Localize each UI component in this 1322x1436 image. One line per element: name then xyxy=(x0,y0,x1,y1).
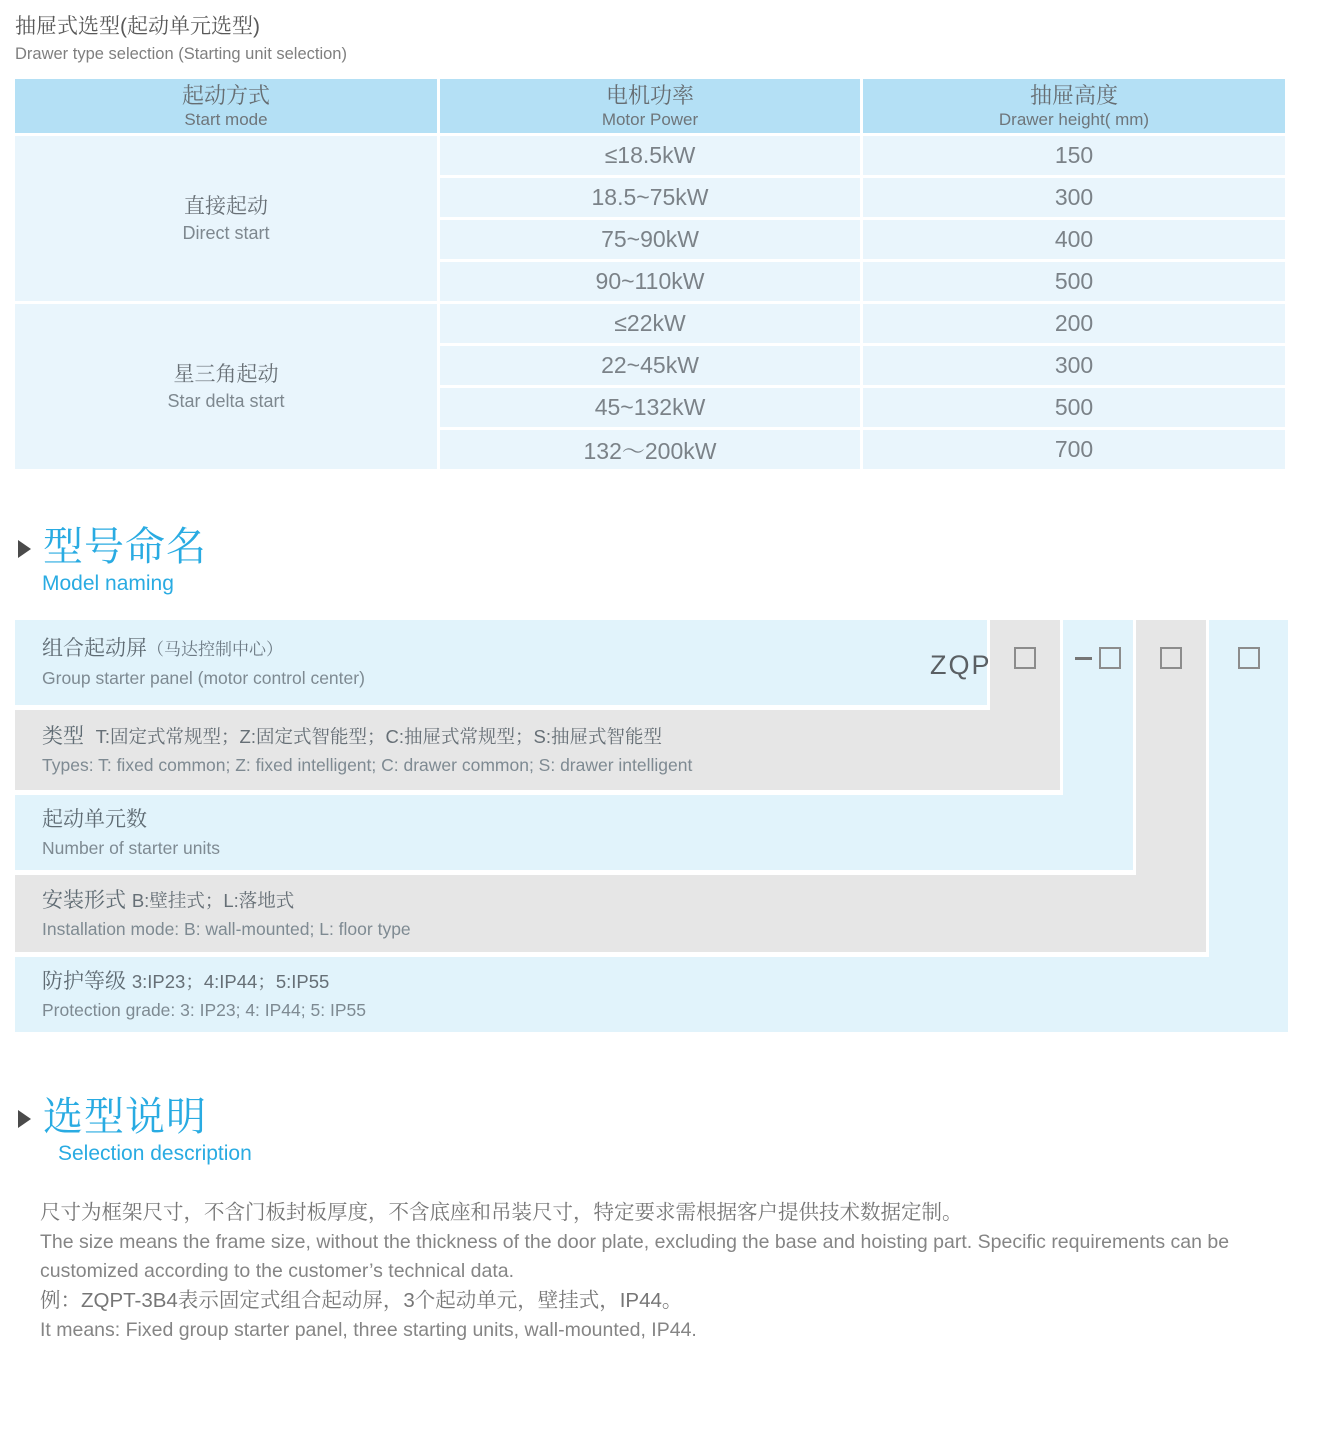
column-header-cn: 电机功率 xyxy=(605,82,694,108)
naming-detail-cn: 3:IP23；4:IP44；5:IP55 xyxy=(131,970,330,992)
height-cell: 700 xyxy=(863,430,1285,469)
column-header-en: Motor Power xyxy=(601,109,699,129)
column-header-start-mode xyxy=(15,79,437,133)
desc-line-en: The size means the frame size, without the thickness of the door plate, excluding the base and hoisting part. Specific requirements can be customized according to the customer’s technical data. xyxy=(40,1231,1230,1282)
group-label-cn: 直接起动 xyxy=(184,194,268,218)
height-cell: 150 xyxy=(863,136,1285,175)
naming-row-protection xyxy=(15,957,1288,1032)
power-cell: 75~90kW xyxy=(440,220,860,259)
power-cell: 90~110kW xyxy=(440,262,860,301)
group-label-en: Star delta start xyxy=(167,390,285,411)
start-mode-group-cell xyxy=(15,136,437,301)
model-code-prefix: ZQP xyxy=(930,650,992,680)
start-mode-group-cell xyxy=(15,304,437,469)
drawer-selection-table xyxy=(15,79,1285,469)
code-box-icon xyxy=(1099,647,1121,669)
model-naming-diagram xyxy=(15,620,1288,1032)
naming-row-unit-count xyxy=(15,795,1133,870)
table-column-motor-power xyxy=(440,79,860,469)
column-header-cn: 起动方式 xyxy=(181,82,270,108)
naming-label-cn: 组合起动屏 xyxy=(42,637,147,660)
code-box-icon xyxy=(1014,647,1036,669)
naming-label-cn: 防护等级 xyxy=(42,969,126,993)
desc-line-cn: 例：ZQPT-3B4表示固定式组合起动屏，3个起动单元，壁挂式，IP44。 xyxy=(40,1289,683,1312)
naming-label-en: Installation mode: B: wall-mounted; L: floor type xyxy=(42,918,411,939)
desc-line-cn: 尺寸为框架尺寸，不含门板封板厚度，不含底座和吊装尺寸，特定要求需根据客户提供技术数据定制。 xyxy=(40,1201,963,1224)
document-title-en: Drawer type selection (Starting unit selection) xyxy=(15,45,347,63)
naming-label-cn: 安装形式 xyxy=(42,888,126,912)
naming-detail-cn: B:壁挂式；L:落地式 xyxy=(131,889,295,911)
column-header-en: Start mode xyxy=(184,109,268,129)
section-title-cn: 选型说明 xyxy=(43,1095,207,1139)
naming-label-en: Protection grade: 3: IP23; 4: IP44; 5: IP55 xyxy=(42,999,366,1020)
section-title-en: Selection description xyxy=(58,1142,252,1165)
column-header-en: Drawer height( mm) xyxy=(998,109,1150,129)
height-cell: 400 xyxy=(863,220,1285,259)
power-cell: 45~132kW xyxy=(440,388,860,427)
naming-label-cn: 类型 xyxy=(42,725,84,748)
table-column-start-mode xyxy=(15,79,437,469)
power-cell: 22~45kW xyxy=(440,346,860,385)
group-label-cn: 星三角起动 xyxy=(173,362,279,386)
table-column-drawer-height xyxy=(863,79,1285,469)
naming-note-cn: （马达控制中心） xyxy=(147,640,283,659)
power-cell: 132～200kW xyxy=(440,430,860,469)
naming-row-types xyxy=(15,710,1060,790)
power-cell: ≤18.5kW xyxy=(440,136,860,175)
document-title-cn: 抽屉式选型(起动单元选型) xyxy=(15,15,260,38)
naming-row-installation xyxy=(15,875,1206,952)
height-cell: 300 xyxy=(863,346,1285,385)
column-header-drawer-height xyxy=(863,79,1285,133)
naming-row-group-starter-panel xyxy=(15,620,987,705)
column-header-motor-power xyxy=(440,79,860,133)
triangle-bullet-icon xyxy=(18,1110,31,1128)
code-box-icon xyxy=(1238,647,1260,669)
naming-label-en: Group starter panel (motor control center) xyxy=(42,668,365,688)
document-title xyxy=(15,12,347,66)
naming-detail-cn: T:固定式常规型；Z:固定式智能型；C:抽屉式常规型；S:抽屉式智能型 xyxy=(95,726,662,747)
column-header-cn: 抽屉高度 xyxy=(1029,82,1118,108)
triangle-bullet-icon xyxy=(18,540,31,558)
dash-icon xyxy=(1075,657,1092,660)
model-naming-header xyxy=(18,524,207,598)
height-cell: 300 xyxy=(863,178,1285,217)
naming-label-en: Number of starter units xyxy=(42,837,220,858)
height-cell: 200 xyxy=(863,304,1285,343)
selection-description-body xyxy=(40,1198,1292,1345)
height-cell: 500 xyxy=(863,388,1285,427)
group-label-en: Direct start xyxy=(182,222,270,243)
height-cell: 500 xyxy=(863,262,1285,301)
selection-description-header xyxy=(18,1094,252,1168)
desc-line-en: It means: Fixed group starter panel, three starting units, wall-mounted, IP44. xyxy=(40,1319,697,1341)
section-title-cn: 型号命名 xyxy=(43,525,207,569)
code-box-icon xyxy=(1160,647,1182,669)
power-cell: 18.5~75kW xyxy=(440,178,860,217)
naming-label-en: Types: T: fixed common; Z: fixed intelligent; C: drawer common; S: drawer intelligent xyxy=(42,755,693,775)
power-cell: ≤22kW xyxy=(440,304,860,343)
section-title-en: Model naming xyxy=(42,572,174,595)
naming-label-cn: 起动单元数 xyxy=(42,807,147,831)
